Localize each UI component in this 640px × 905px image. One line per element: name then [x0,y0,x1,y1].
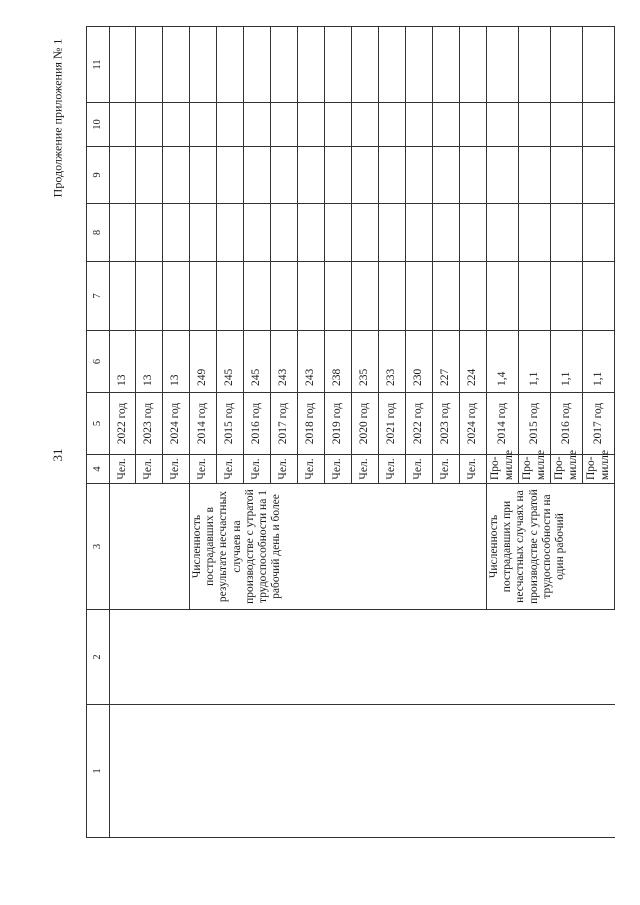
col-num: 11 [87,27,110,103]
table-wrapper [86,27,611,838]
empty-cell-col7 [352,262,379,331]
empty-cell-col11 [217,27,244,103]
empty-cell-col9 [406,147,433,204]
empty-cell-col8 [379,204,406,262]
value-cell: 235 [352,331,379,393]
year-cell: 2018 год [298,393,325,455]
empty-cell-col7 [298,262,325,331]
empty-cell-col8 [190,204,217,262]
empty-cell-col11 [487,27,519,103]
value-cell: 230 [406,331,433,393]
unit-cell: Чел. [433,455,460,484]
empty-cell-col10 [298,103,325,147]
unit-cell: Чел. [460,455,487,484]
empty-cell-col11 [298,27,325,103]
empty-cell-col8 [433,204,460,262]
empty-cell-col7 [217,262,244,331]
empty-cell-col10 [325,103,352,147]
empty-cell-col7 [325,262,352,331]
unit-cell: Чел. [379,455,406,484]
empty-cell-col11 [460,27,487,103]
empty-cell-col7 [379,262,406,331]
empty-cell-col10 [271,103,298,147]
value-cell: 13 [110,331,136,393]
unit-cell: Чел. [325,455,352,484]
col-num: 10 [87,103,110,147]
empty-cell-col7 [190,262,217,331]
empty-cell-col8 [110,204,136,262]
unit-cell: Чел. [217,455,244,484]
value-cell: 243 [298,331,325,393]
col-num: 8 [87,204,110,262]
empty-cell-col7 [433,262,460,331]
empty-cell-col10 [487,103,519,147]
empty-cell-col11 [190,27,217,103]
col-num: 5 [87,393,110,455]
value-cell: 1,1 [519,331,551,393]
empty-cell-col8 [583,204,615,262]
year-cell: 2024 год [163,393,190,455]
empty-cell-col9 [519,147,551,204]
col-num: 4 [87,455,110,484]
empty-cell-col9 [551,147,583,204]
value-cell: 1,1 [551,331,583,393]
empty-cell-col11 [352,27,379,103]
empty-cell-col11 [406,27,433,103]
empty-cell-col8 [244,204,271,262]
empty-cell-col10 [406,103,433,147]
year-cell: 2017 год [271,393,298,455]
year-cell: 2024 год [460,393,487,455]
empty-cell-col10 [136,103,163,147]
empty-cell-col11 [244,27,271,103]
empty-cell-col7 [136,262,163,331]
empty-cell-col11 [163,27,190,103]
empty-cell-col9 [190,147,217,204]
empty-cell-col9 [244,147,271,204]
empty-cell-col10 [244,103,271,147]
empty-cell-col8 [352,204,379,262]
empty-cell-col9 [271,147,298,204]
value-cell: 224 [460,331,487,393]
empty-cell-col7 [110,262,136,331]
empty-cell-col9 [325,147,352,204]
unit-cell: Чел. [298,455,325,484]
empty-cell-col8 [460,204,487,262]
empty-cell-col10 [190,103,217,147]
empty-cell-col10 [519,103,551,147]
year-cell: 2023 год [433,393,460,455]
empty-cell-col8 [136,204,163,262]
value-cell: 249 [190,331,217,393]
value-cell: 245 [244,331,271,393]
indicator-label: Численность пострадавших при несчастных случаях на производстве с утратой трудоспособности на один рабочий [487,484,615,610]
empty-cell-col7 [551,262,583,331]
empty-cell-col8 [487,204,519,262]
empty-cell-col9 [379,147,406,204]
empty-cell-col11 [325,27,352,103]
empty-cell-col10 [352,103,379,147]
empty-cell-col9 [217,147,244,204]
unit-cell: Про-милле [487,455,519,484]
empty-cell-col11 [271,27,298,103]
empty-cell-col8 [551,204,583,262]
col-num: 7 [87,262,110,331]
value-cell: 238 [325,331,352,393]
empty-cell-col7 [271,262,298,331]
empty-cell-col11 [379,27,406,103]
year-cell: 2023 год [136,393,163,455]
empty-cell-col7 [244,262,271,331]
empty-cell-col9 [583,147,615,204]
value-cell: 13 [136,331,163,393]
empty-cell-col9 [352,147,379,204]
empty-cell-col9 [487,147,519,204]
empty-cell-col10 [110,103,136,147]
empty-cell-col7 [519,262,551,331]
empty-cell-col7 [163,262,190,331]
empty-cell-col10 [583,103,615,147]
empty-cell-col9 [460,147,487,204]
empty-cell-col10 [379,103,406,147]
unit-cell: Чел. [271,455,298,484]
empty-cell-col10 [433,103,460,147]
value-cell: 1,4 [487,331,519,393]
unit-cell: Чел. [190,455,217,484]
empty-cell-col8 [217,204,244,262]
year-cell: 2015 год [217,393,244,455]
unit-cell: Чел. [110,455,136,484]
col-num: 2 [87,610,110,705]
year-cell: 2015 год [519,393,551,455]
empty-cell-col11 [110,27,136,103]
unit-cell: Чел. [244,455,271,484]
value-cell: 233 [379,331,406,393]
year-cell: 2021 год [379,393,406,455]
empty-cell-col11 [433,27,460,103]
col-num: 6 [87,331,110,393]
year-cell: 2014 год [487,393,519,455]
column-number-row [87,27,110,838]
year-cell: 2019 год [325,393,352,455]
empty-cell-col11 [583,27,615,103]
empty-cell-col7 [406,262,433,331]
value-cell: 13 [163,331,190,393]
empty-cell-col10 [163,103,190,147]
empty-cell-col11 [136,27,163,103]
empty-cell-col9 [110,147,136,204]
empty-cell-col10 [217,103,244,147]
indicator-label: Численность пострадавших в результате несчастных случаев на производстве с утратой трудоспособности на 1 рабочий день и более [190,484,487,610]
year-cell: 2014 год [190,393,217,455]
unit-cell: Чел. [352,455,379,484]
unit-cell: Про-милле [519,455,551,484]
year-cell: 2016 год [244,393,271,455]
unit-cell: Чел. [406,455,433,484]
col-num: 9 [87,147,110,204]
empty-cell-col9 [136,147,163,204]
empty-cell-col9 [433,147,460,204]
year-cell: 2016 год [551,393,583,455]
cell-col3-empty [110,484,190,610]
year-cell: 2020 год [352,393,379,455]
cell-col2 [110,610,615,705]
col-num: 1 [87,705,110,838]
value-cell: 243 [271,331,298,393]
empty-cell-col9 [163,147,190,204]
value-cell: 1,1 [583,331,615,393]
unit-cell: Про-милле [583,455,615,484]
continuation-title: Продолжение приложения № 1 [50,38,65,198]
value-cell: 227 [433,331,460,393]
empty-cell-col10 [460,103,487,147]
table-row [110,27,136,838]
empty-cell-col9 [298,147,325,204]
empty-cell-col11 [519,27,551,103]
col-num: 3 [87,484,110,610]
value-cell: 245 [217,331,244,393]
year-cell: 2022 год [110,393,136,455]
empty-cell-col11 [551,27,583,103]
data-table [86,26,615,838]
empty-cell-col8 [519,204,551,262]
unit-cell: Про-милле [551,455,583,484]
empty-cell-col7 [487,262,519,331]
year-cell: 2017 год [583,393,615,455]
empty-cell-col7 [460,262,487,331]
empty-cell-col8 [271,204,298,262]
empty-cell-col8 [325,204,352,262]
unit-cell: Чел. [163,455,190,484]
empty-cell-col8 [406,204,433,262]
empty-cell-col7 [583,262,615,331]
empty-cell-col8 [163,204,190,262]
empty-cell-col8 [298,204,325,262]
empty-cell-col10 [551,103,583,147]
page-number: 31 [50,448,65,462]
cell-col1 [110,705,615,838]
year-cell: 2022 год [406,393,433,455]
unit-cell: Чел. [136,455,163,484]
